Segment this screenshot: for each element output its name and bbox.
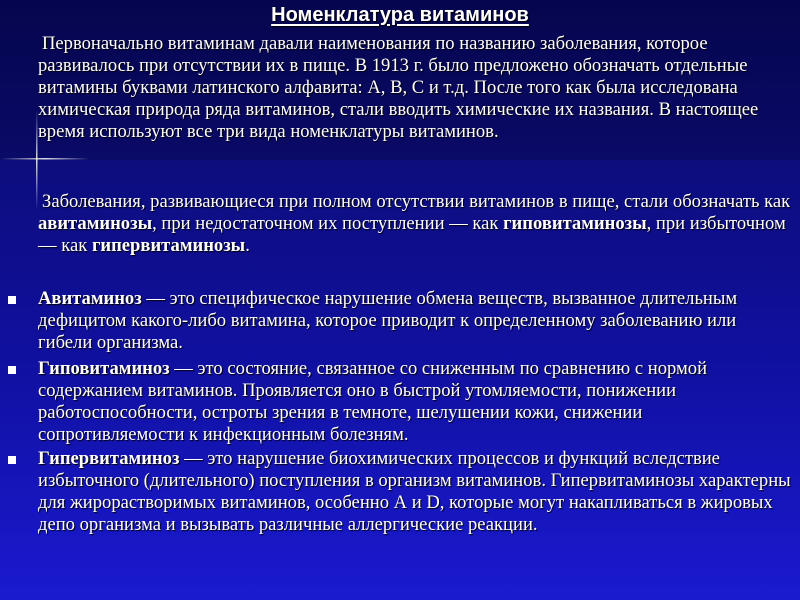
intro-paragraph xyxy=(38,33,793,143)
bullet-term: Гипервитаминоз xyxy=(38,448,180,469)
definitions-list xyxy=(0,288,800,538)
square-bullet-icon xyxy=(8,366,16,374)
bullet-term: Авитаминоз xyxy=(38,288,142,309)
diseases-paragraph xyxy=(38,191,793,257)
p2-text-2: , при недостаточном их поступлении — как xyxy=(152,213,504,234)
bullet-text: — это специфическое нарушение обмена веществ, вызванное длительным дефицитом какого-либо витамина, которое приводит к определенному заболеванию или гибели организма. xyxy=(38,288,738,353)
bullet-term: Гиповитаминоз xyxy=(38,358,170,379)
term-hypervitaminoses: гипервитаминозы xyxy=(91,235,246,256)
p2-text-4: . xyxy=(245,235,250,256)
list-item-avitaminosis xyxy=(0,288,793,354)
term-avitaminoses: авитаминозы xyxy=(38,213,153,234)
square-bullet-icon xyxy=(8,296,16,304)
intro-text: Первоначально витаминам давали наименования по названию заболевания, которое развивалось при отсутствии их в пище. В 1913 г. было предложено обозначать отдельные витамины буквами латинского алфавита: A, B, C и т.д. После того как была исследована химическая природа ряда витаминов, стали вводить химические их названия. В настоящее время используют все три вида номенклатуры витаминов. xyxy=(38,33,759,142)
p2-text-1: Заболевания, развивающиеся при полном отсутствии витаминов в пище, стали обозначать как xyxy=(42,191,791,212)
term-hypovitaminoses: гиповитаминозы xyxy=(503,213,647,234)
square-bullet-icon xyxy=(8,456,16,464)
bullet-text: — это состояние, связанное со сниженным по сравнению с нормой содержанием витаминов. Проявляется оно в быстрой утомляемости, понижении работоспособности, остроты зрения в темноте, шелушении кожи, снижении сопротивляемости к инфекционным болезням. xyxy=(38,358,708,445)
list-item-hypovitaminosis xyxy=(0,358,793,446)
p2-text-3: , при избыточном — как xyxy=(38,213,786,256)
bullet-text: — это нарушение биохимических процессов и функций вследствие избыточного (длительного) поступления в организм витаминов. Гипервитаминозы характерны для жирорастворимых витаминов, особенно А и D, которые могут накапливаться в жировых депо организма и вызывать различные аллергические реакции. xyxy=(38,448,791,535)
list-item-hypervitaminosis xyxy=(0,448,793,536)
slide-title: Номенклатура витаминов xyxy=(271,4,529,26)
